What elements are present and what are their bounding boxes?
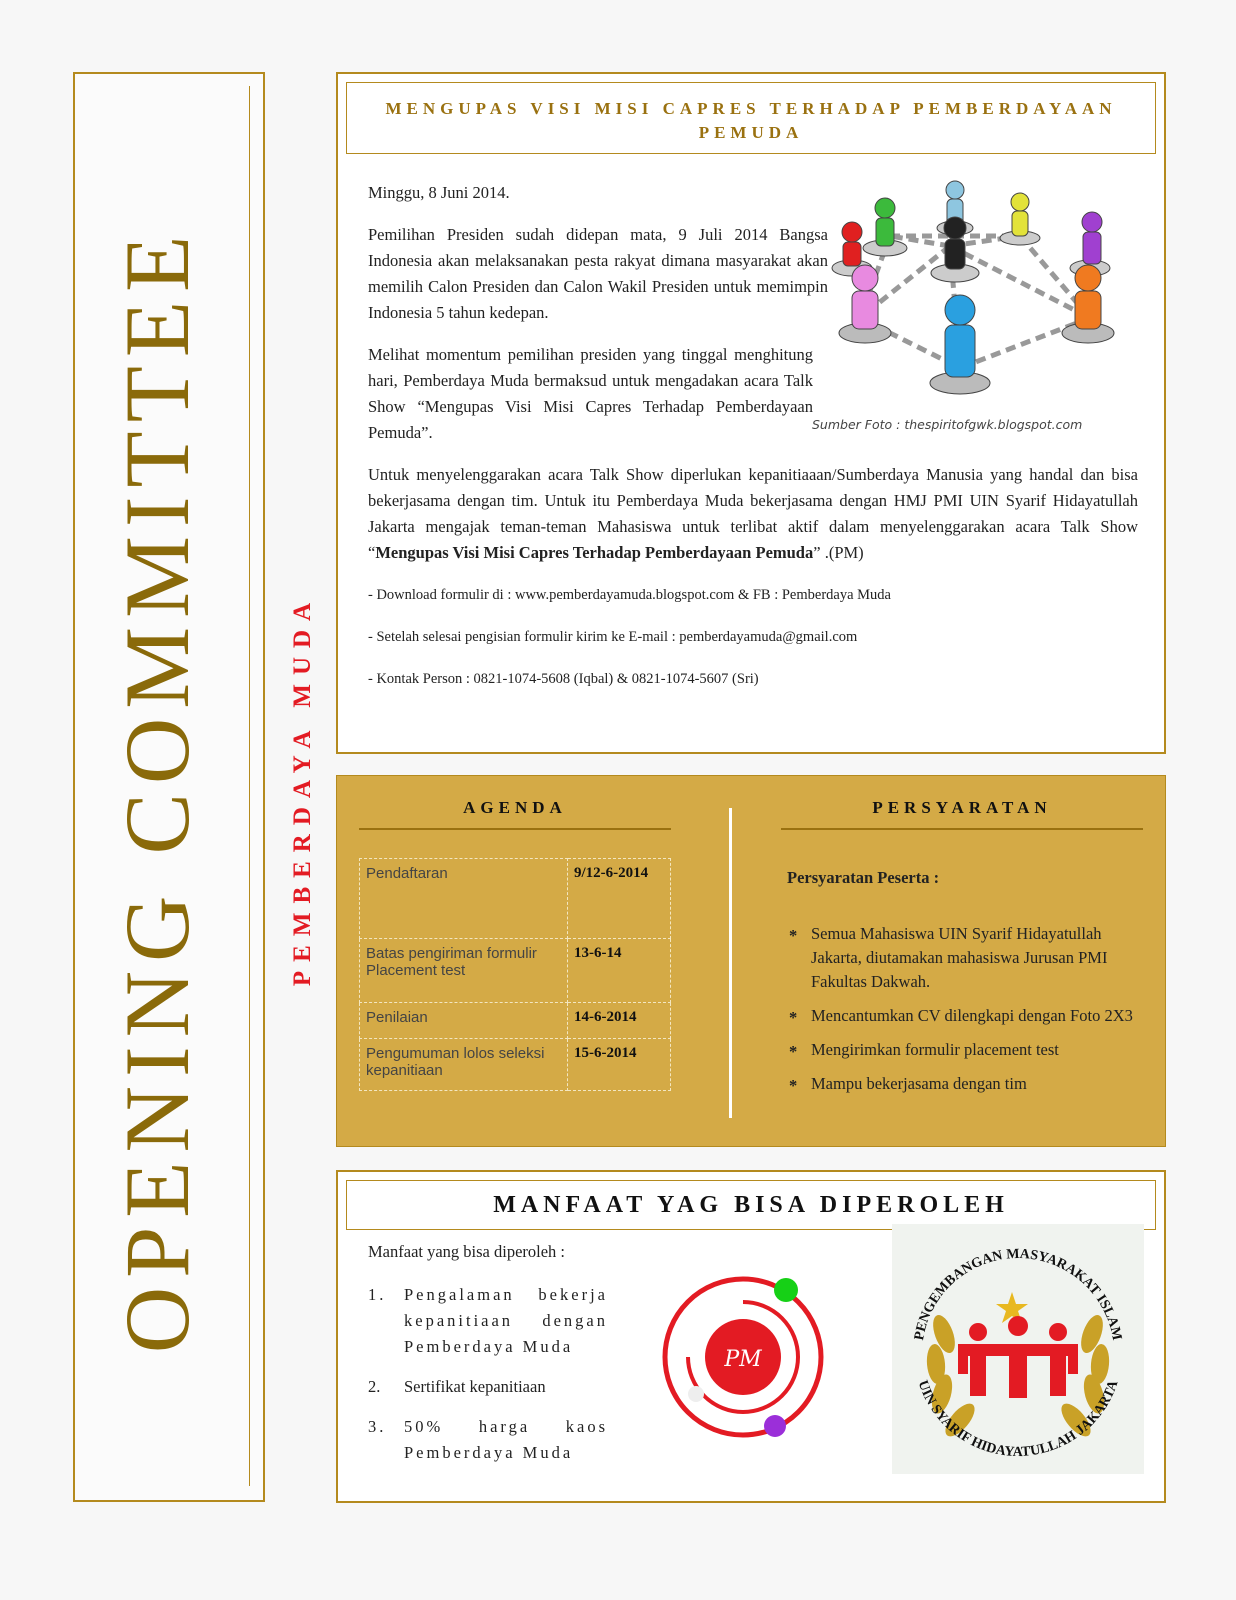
list-text: Sertifikat kepanitiaan bbox=[404, 1377, 546, 1396]
list-text: Pengalaman bekerja kepanitiaan dengan Pemberdaya Muda bbox=[404, 1285, 608, 1356]
pmi-uin-seal bbox=[892, 1224, 1144, 1474]
side-subtitle: PEMBERDAYA MUDA bbox=[289, 593, 316, 987]
list-number: 2. bbox=[368, 1377, 381, 1396]
paragraph-3 bbox=[368, 462, 1138, 566]
agenda-date: 13-6-14 bbox=[568, 939, 671, 1003]
benefits-intro: Manfaat yang bisa diperoleh : bbox=[368, 1242, 566, 1261]
list-number: 1. bbox=[368, 1285, 387, 1304]
agenda-table bbox=[359, 858, 671, 1091]
paragraph-3-end: ” .(PM) bbox=[813, 543, 864, 562]
table-row bbox=[360, 1039, 671, 1091]
paragraph-3-start: Untuk menyelenggarakan acara Talk Show diperlukan kepanitiaaan/Sumberdaya Manusia yang handal dan bisa bekerjasama dengan tim. Untuk itu Pemberdaya Muda bekerjasama dengan HMJ PMI UIN Syarif Hidayatullah Jakarta mengajak teman-teman Mahasiswa untuk terlibat aktif dalam menyelenggarakan acara Talk Show “ bbox=[368, 465, 1138, 562]
pm-logo-text: PM bbox=[724, 1347, 762, 1372]
column-divider bbox=[729, 808, 732, 1118]
benefits-title: MANFAAT YAG BISA DIPEROLEH bbox=[346, 1180, 1156, 1230]
requirements-list bbox=[787, 866, 1142, 1106]
list-item: * Mampu bekerjasama dengan tim bbox=[787, 1072, 1142, 1096]
side-title: OPENING COMMITTEE bbox=[106, 226, 208, 1354]
list-item: * Mengirimkan formulir placement test bbox=[787, 1038, 1142, 1062]
intro-panel bbox=[336, 72, 1166, 754]
list-item bbox=[368, 1374, 608, 1400]
seal-bottom-text: UIN SYARIF HIDAYATULLAH JAKARTA bbox=[914, 1378, 1122, 1461]
requirements-subtitle: Persyaratan Peserta : bbox=[787, 868, 940, 887]
side-divider-line bbox=[249, 86, 250, 1486]
list-item: * Semua Mahasiswa UIN Syarif Hidayatullah Jakarta, diutamakan mahasiswa Jurusan PMI Fakultas Dakwah. bbox=[787, 922, 1142, 994]
list-text: 50% harga kaos Pemberdaya Muda bbox=[404, 1417, 608, 1462]
agenda-date: 9/12-6-2014 bbox=[568, 859, 671, 939]
requirements-title: PERSYARATAN bbox=[872, 798, 1052, 817]
seal-top-text: PENGEMBANGAN MASYARAKAT ISLAM bbox=[912, 1246, 1125, 1342]
intro-body bbox=[368, 180, 1138, 708]
table-row bbox=[360, 1003, 671, 1039]
event-date: Minggu, 8 Juni 2014. bbox=[368, 183, 510, 202]
photo-caption: Sumber Foto : thespiritofgwk.blogspot.com bbox=[812, 417, 1083, 432]
agenda-item: Batas pengiriman formulir Placement test bbox=[360, 939, 568, 1003]
agenda-item: Penilaian bbox=[360, 1003, 568, 1039]
paragraph-3-bold: Mengupas Visi Misi Capres Terhadap Pemberdayaan Pemuda bbox=[375, 543, 814, 562]
agenda-requirements-panel bbox=[336, 775, 1166, 1147]
agenda-title: AGENDA bbox=[463, 798, 567, 817]
agenda-date: 15-6-2014 bbox=[568, 1039, 671, 1091]
table-row bbox=[360, 859, 671, 939]
agenda-item: Pengumuman lolos seleksi kepanitiaan bbox=[360, 1039, 568, 1091]
pemberdaya-muda-logo bbox=[658, 1272, 828, 1442]
headline: MENGUPAS VISI MISI CAPRES TERHADAP PEMBERDAYAAN PEMUDA bbox=[346, 82, 1156, 154]
download-note: - Download formulir di : www.pemberdayamuda.blogspot.com & FB : Pemberdaya Muda bbox=[368, 587, 891, 603]
email-note: - Setelah selesai pengisian formulir kirim ke E-mail : pemberdayamuda@gmail.com bbox=[368, 629, 858, 645]
requirements-rule bbox=[781, 828, 1143, 830]
benefits-panel bbox=[336, 1170, 1166, 1503]
list-number: 3. bbox=[368, 1417, 387, 1436]
list-item bbox=[368, 1282, 608, 1360]
list-item: * Mencantumkan CV dilengkapi dengan Foto 2X3 bbox=[787, 1004, 1142, 1028]
paragraph-1: Pemilihan Presiden sudah didepan mata, 9 Juli 2014 Bangsa Indonesia akan melaksanakan pesta rakyat dimana masyarakat akan memilih Calon Presiden dan Calon Wakil Presiden untuk memimpin Indonesia 5 tahun kedepan. bbox=[368, 225, 828, 322]
list-item bbox=[368, 1414, 608, 1466]
table-row bbox=[360, 939, 671, 1003]
paragraph-2: Melihat momentum pemilihan presiden yang tinggal menghitung hari, Pemberdaya Muda bermaksud untuk mengadakan acara Talk Show “Mengupas Visi Misi Capres Terhadap Pemberdayaan Pemuda”. bbox=[368, 345, 813, 442]
agenda-item: Pendaftaran bbox=[360, 859, 568, 939]
contact-note: - Kontak Person : 0821-1074-5608 (Iqbal) & 0821-1074-5607 (Sri) bbox=[368, 671, 759, 687]
agenda-rule bbox=[359, 828, 671, 830]
agenda-date: 14-6-2014 bbox=[568, 1003, 671, 1039]
benefits-list bbox=[368, 1242, 608, 1480]
